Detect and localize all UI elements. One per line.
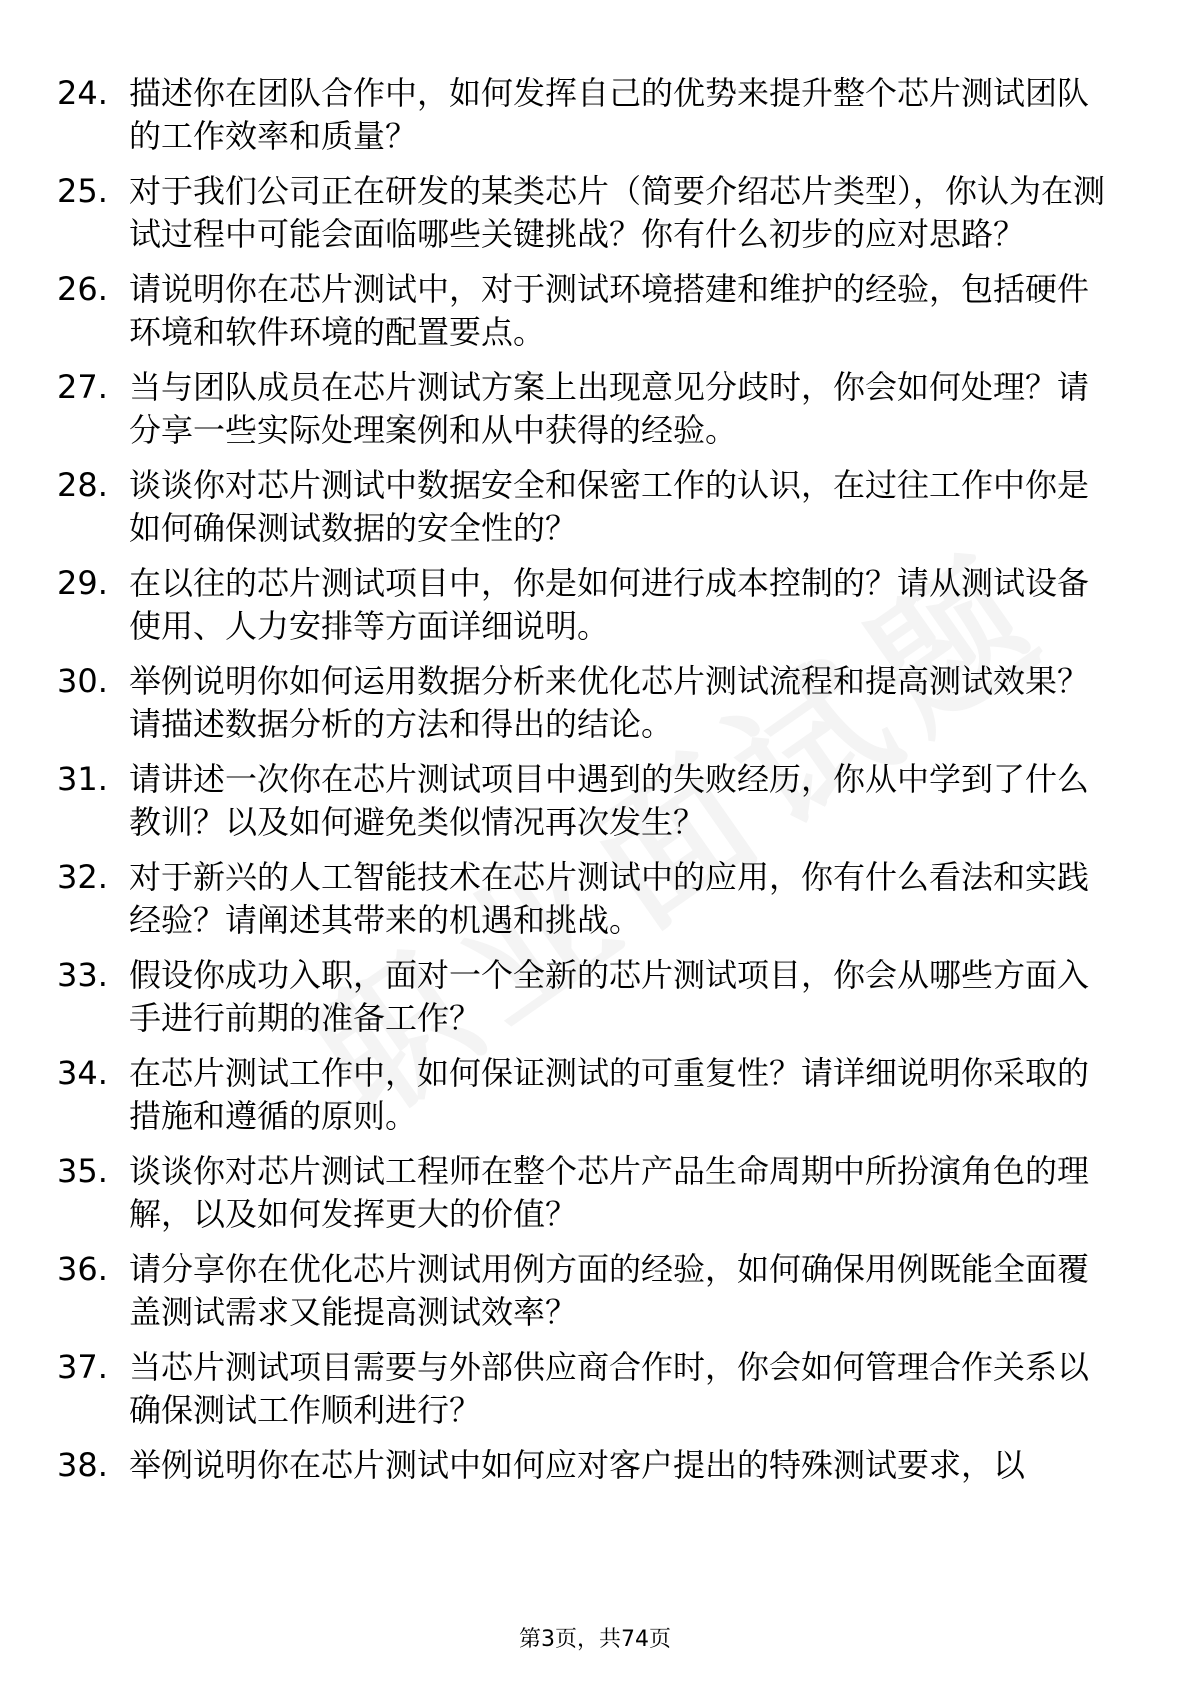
question-text: 举例说明你在芯片测试中如何应对客户提出的特殊测试要求，以	[129, 1446, 1026, 1484]
question-number: 25.	[57, 172, 108, 210]
question-text: 请讲述一次你在芯片测试项目中遇到的失败经历，你从中学到了什么教训？以及如何避免类似情况再次发生？	[129, 760, 1090, 841]
list-item	[57, 1346, 1119, 1432]
question-text: 在芯片测试工作中，如何保证测试的可重复性？请详细说明你采取的措施和遵循的原则。	[129, 1054, 1090, 1135]
list-item	[57, 1150, 1119, 1236]
list-item	[57, 758, 1119, 844]
question-text: 在以往的芯片测试项目中，你是如何进行成本控制的？请从测试设备使用、人力安排等方面详细说明。	[129, 564, 1090, 645]
question-number: 36.	[57, 1250, 108, 1288]
question-text: 请分享你在优化芯片测试用例方面的经验，如何确保用例既能全面覆盖测试需求又能提高测试效率？	[129, 1250, 1090, 1331]
question-text: 谈谈你对芯片测试中数据安全和保密工作的认识，在过往工作中你是如何确保测试数据的安全性的？	[129, 466, 1090, 547]
page-number-label: 第3页，共74页	[519, 1627, 671, 1652]
question-number: 34.	[57, 1054, 108, 1092]
question-number: 28.	[57, 466, 108, 504]
list-item	[57, 856, 1119, 942]
question-text: 请说明你在芯片测试中，对于测试环境搭建和维护的经验，包括硬件环境和软件环境的配置要点。	[129, 270, 1090, 351]
question-number: 38.	[57, 1446, 108, 1484]
list-item	[57, 268, 1119, 354]
list-item	[57, 1444, 1119, 1487]
question-number: 32.	[57, 858, 108, 896]
list-item	[57, 954, 1119, 1040]
question-list	[57, 72, 1119, 1487]
list-item	[57, 1052, 1119, 1138]
list-item	[57, 366, 1119, 452]
question-text: 当与团队成员在芯片测试方案上出现意见分歧时，你会如何处理？请分享一些实际处理案例和从中获得的经验。	[129, 368, 1090, 449]
list-item	[57, 562, 1119, 648]
question-number: 30.	[57, 662, 108, 700]
question-text: 当芯片测试项目需要与外部供应商合作时，你会如何管理合作关系以确保测试工作顺利进行？	[129, 1348, 1090, 1429]
question-text: 假设你成功入职，面对一个全新的芯片测试项目，你会从哪些方面入手进行前期的准备工作？	[129, 956, 1090, 1037]
question-number: 27.	[57, 368, 108, 406]
list-item	[57, 170, 1119, 256]
page-footer	[0, 1626, 1190, 1654]
list-item	[57, 660, 1119, 746]
question-number: 33.	[57, 956, 108, 994]
question-text: 谈谈你对芯片测试工程师在整个芯片产品生命周期中所扮演角色的理解，以及如何发挥更大的价值？	[129, 1152, 1090, 1233]
question-number: 24.	[57, 74, 108, 112]
question-text: 对于新兴的人工智能技术在芯片测试中的应用，你有什么看法和实践经验？请阐述其带来的机遇和挑战。	[129, 858, 1090, 939]
question-text: 描述你在团队合作中，如何发挥自己的优势来提升整个芯片测试团队的工作效率和质量？	[129, 74, 1090, 155]
question-number: 31.	[57, 760, 108, 798]
question-number: 29.	[57, 564, 108, 602]
question-number: 35.	[57, 1152, 108, 1190]
question-number: 37.	[57, 1348, 108, 1386]
question-text: 举例说明你如何运用数据分析来优化芯片测试流程和提高测试效果？请描述数据分析的方法和得出的结论。	[129, 662, 1090, 743]
list-item	[57, 72, 1119, 158]
list-item	[57, 464, 1119, 550]
question-text: 对于我们公司正在研发的某类芯片（简要介绍芯片类型），你认为在测试过程中可能会面临哪些关键挑战？你有什么初步的应对思路？	[129, 172, 1106, 253]
question-number: 26.	[57, 270, 108, 308]
list-item	[57, 1248, 1119, 1334]
